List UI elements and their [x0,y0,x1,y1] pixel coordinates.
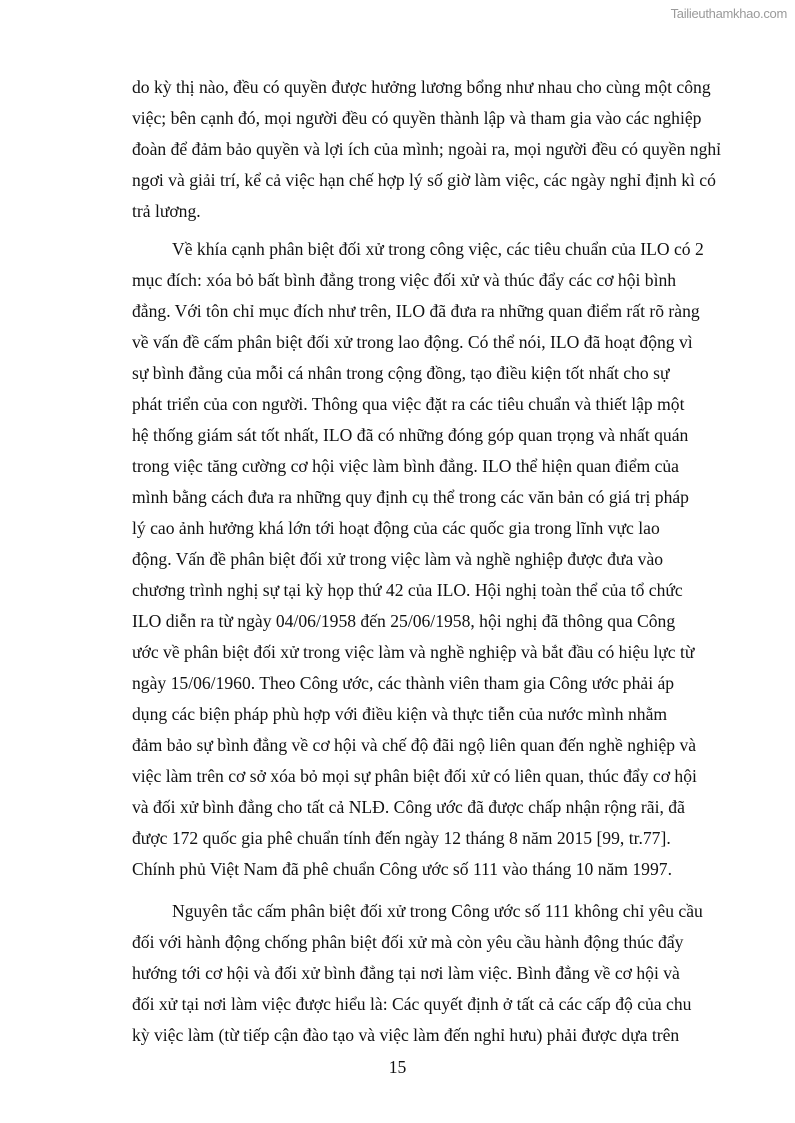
text-line: việc làm trên cơ sở xóa bỏ mọi sự phân biệt đối xử có liên quan, thúc đẩy cơ hội [132,766,697,786]
text-line: kỳ việc làm (từ tiếp cận đào tạo và việc làm đến nghỉ hưu) phải được dựa trên [132,1025,680,1045]
text-line: đoàn để đảm bảo quyền và lợi ích của mình; ngoài ra, mọi người đều có quyền nghỉ [132,139,722,159]
text-line: Về khía cạnh phân biệt đối xử trong công việc, các tiêu chuẩn của ILO có 2 [172,239,704,259]
text-line: ILO diễn ra từ ngày 04/06/1958 đến 25/06/1958, hội nghị đã thông qua Công [132,611,676,631]
text-line: Nguyên tắc cấm phân biệt đối xử trong Công ước số 111 không chỉ yêu cầu [172,901,703,921]
paragraph-1 [132,72,722,227]
text-line: phát triển của con người. Thông qua việc đặt ra các tiêu chuẩn và thiết lập một [132,394,685,414]
text-line: đối xử tại nơi làm việc được hiểu là: Các quyết định ở tất cả các cấp độ của chu [132,994,692,1014]
text-line: động. Vấn đề phân biệt đối xử trong việc làm và nghề nghiệp được đưa vào [132,549,664,569]
text-line: hệ thống giám sát tốt nhất, ILO đã có những đóng góp quan trọng và nhất quán [132,425,689,445]
text-line: hướng tới cơ hội và đối xử bình đẳng tại nơi làm việc. Bình đẳng về cơ hội và [132,963,680,983]
text-line: trong việc tăng cường cơ hội việc làm bình đẳng. ILO thể hiện quan điểm của [132,456,679,476]
text-line: Chính phủ Việt Nam đã phê chuẩn Công ước số 111 vào tháng 10 năm 1997. [132,859,672,879]
text-line: việc; bên cạnh đó, mọi người đều có quyền thành lập và tham gia vào các nghiệp [132,108,702,128]
text-line: trả lương. [132,201,201,221]
text-line: sự bình đẳng của mỗi cá nhân trong cộng đồng, tạo điều kiện tốt nhất cho sự [132,363,670,383]
text-line: đẳng. Với tôn chỉ mục đích như trên, ILO đã đưa ra những quan điểm rất rõ ràng [132,301,700,321]
text-line: lý cao ảnh hưởng khá lớn tới hoạt động của các quốc gia trong lĩnh vực lao [132,518,660,538]
watermark: Tailieuthamkhao.com [670,6,787,21]
text-line: và đối xử bình đẳng cho tất cả NLĐ. Công ước đã được chấp nhận rộng rãi, đã [132,797,685,817]
text-line: chương trình nghị sự tại kỳ họp thứ 42 của ILO. Hội nghị toàn thể của tổ chức [132,580,683,600]
text-line: ước về phân biệt đối xử trong việc làm và nghề nghiệp và bắt đầu có hiệu lực từ [132,642,695,662]
page-number: 15 [388,1057,407,1077]
paragraph-2 [132,234,704,885]
text-line: do kỳ thị nào, đều có quyền được hưởng lương bổng như nhau cho cùng một công [132,77,711,97]
text-line: đối với hành động chống phân biệt đối xử mà còn yêu cầu hành động thúc đẩy [132,932,684,952]
paragraph-3 [132,896,703,1051]
text-line: ngày 15/06/1960. Theo Công ước, các thành viên tham gia Công ước phải áp [132,673,675,693]
text-line: được 172 quốc gia phê chuẩn tính đến ngày 12 tháng 8 năm 2015 [99, tr.77]. [132,828,671,848]
text-line: mình bằng cách đưa ra những quy định cụ thể trong các văn bản có giá trị pháp [132,487,689,507]
text-line: dụng các biện pháp phù hợp với điều kiện và thực tiễn của nước mình nhằm [132,704,668,724]
text-line: ngơi và giải trí, kể cả việc hạn chế hợp lý số giờ làm việc, các ngày nghỉ định kì có [132,170,716,190]
text-line: về vấn đề cấm phân biệt đối xử trong lao động. Có thể nói, ILO đã hoạt động vì [132,332,693,352]
text-line: mục đích: xóa bỏ bất bình đẳng trong việc đối xử và thúc đẩy các cơ hội bình [132,270,677,290]
text-line: đảm bảo sự bình đẳng về cơ hội và chế độ đãi ngộ liên quan đến nghề nghiệp và [132,735,697,755]
